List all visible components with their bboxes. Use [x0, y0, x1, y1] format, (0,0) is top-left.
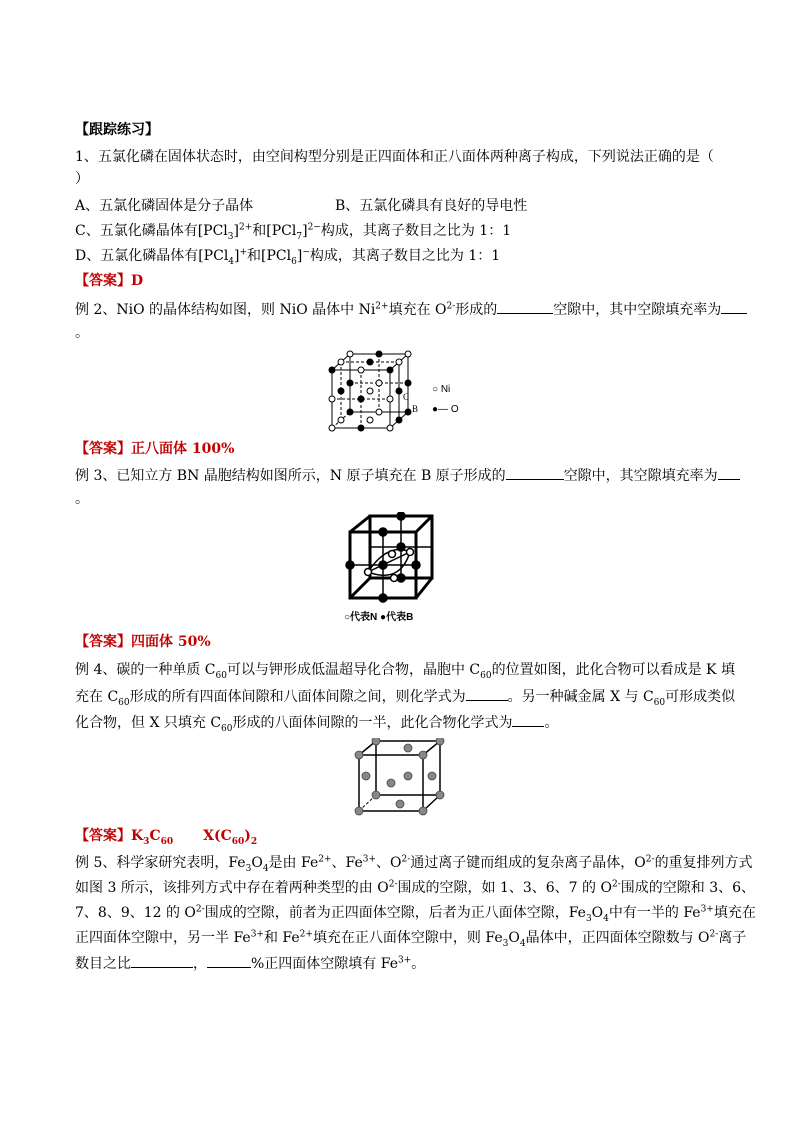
q4-line-1 [75, 660, 735, 680]
section-title: 【跟踪练习】 [75, 122, 159, 138]
q1-option-d: D、五氯化磷晶体有[PCl$_4$]+和[PCl$_6$]−构成，其离子数目之比为 1：1 [75, 247, 501, 267]
q1-option-c-t2: 和[PCl [252, 223, 297, 239]
q4-ans2sub2: 2 [250, 836, 258, 847]
q5-l1e: 、O [376, 855, 402, 871]
q4-ans1sub: 3 [143, 836, 150, 847]
q5-l1p2: 3+ [362, 854, 377, 865]
q4-ans2b: ) [244, 828, 251, 844]
q4-l2b: 形成的所有四面体间隙和八面体间隙之间，则化学式为 [129, 689, 466, 705]
q5-l3a: 7、8、9、12 的 O [75, 905, 196, 921]
q2-t3: 形成的 [455, 302, 498, 318]
nio-legend-ni: ○ Ni [432, 384, 451, 395]
q1-stem-close: ） [75, 171, 89, 187]
q5-l1p1: 2+ [318, 854, 332, 865]
q4-ans1sub2: 60 [160, 836, 174, 847]
q3-period: 。 [75, 491, 89, 507]
q5-l5b: ， [193, 956, 207, 972]
q2-blank-2[interactable] [721, 299, 747, 314]
q1-option-d-sup1: + [239, 247, 248, 258]
q1-option-a-text: A、五氯化磷固体是分子晶体 [75, 198, 254, 214]
q5-l5c: %正四面体空隙填有 Fe [251, 956, 398, 972]
q1-option-d-sub1: 4 [228, 256, 235, 267]
q5-line-5 [75, 953, 425, 974]
q4-l3a: 化合物，但 X 只填充 C [75, 715, 222, 731]
q4-l2sub: 60 [118, 697, 130, 708]
q1-answer [75, 271, 143, 291]
q5-l1s2: 4 [262, 863, 269, 874]
q5-l1c: 是由 Fe [268, 855, 319, 871]
q5-l5p1: 3+ [398, 955, 412, 966]
q1-option-c: C、五氯化磷晶体有$[PCl_3]^{2+}$和$[PCl_7]^{2-}$构成，其离子数目之比为 1：1 [75, 222, 512, 242]
q3-t1: 例 3、已知立方 BN 晶胞结构如图所示，N 原子填充在 B 原子形成的 [75, 468, 506, 484]
q5-l5d: 。 [411, 956, 426, 972]
q2-answer [75, 439, 234, 459]
q3-answer-label: 【答案】 [75, 634, 131, 650]
q5-l4c: 填充在正八面体空隙中，则 Fe [312, 930, 503, 946]
q1-option-c-t1: C、五氯化磷晶体有[PCl [75, 223, 228, 239]
q5-l4e: 晶体中，正四面体空隙数与 O [525, 930, 710, 946]
q5-l3p1: 2- [195, 904, 205, 915]
q5-l3p2: 3+ [700, 904, 714, 915]
q5-l4a: 正四面体空隙中，另一半 Fe [75, 930, 251, 946]
q5-l3c: O [591, 905, 604, 921]
q4-l1b: 可以与钾形成低温超导化合物，晶胞中 C [226, 662, 481, 678]
q3-t2: 空隙中，其空隙填充率为 [563, 468, 718, 484]
q4-l3sub: 60 [221, 723, 233, 734]
q4-l3c: 。 [544, 715, 559, 731]
q5-line-2 [75, 878, 755, 898]
q1-option-c-sup2: 2− [307, 222, 321, 233]
nio-crystal-figure [326, 348, 476, 432]
q1-stem-text: 1、五氯化磷在固体状态时，由空间构型分别是正四面体和正八面体两种离子构成，下列说法正确的是（ [75, 149, 714, 165]
q5-blank-1[interactable] [131, 953, 193, 968]
q5-l4p1: 3+ [250, 929, 264, 940]
q1-stem [75, 147, 714, 167]
q4-ans2sub: 60 [231, 836, 245, 847]
q2-t1: 例 2、NiO 的晶体结构如图，则 NiO 晶体中 Ni [75, 302, 376, 318]
q1-answer-label: 【答案】 [75, 273, 131, 289]
nio-legend-o: ●— O [432, 404, 459, 415]
q5-l3b: 围成的空隙，前者为正四面体空隙，后者为正八面体空隙，Fe [204, 905, 586, 921]
q5-line-3 [75, 903, 756, 923]
q5-l5a: 数目之比 [75, 956, 131, 972]
q1-option-c-sub1: 3 [227, 231, 234, 242]
q3-stem [75, 465, 740, 486]
q1-option-d-t2: 和[PCl [247, 248, 292, 264]
q1-option-c-sub2: 7 [296, 231, 303, 242]
q5-l4p2: 2+ [299, 929, 313, 940]
q4-l2d: 可形成类似 [665, 689, 736, 705]
q2-sup1: 2+ [375, 301, 389, 312]
nio-label-c: C [403, 392, 410, 402]
q5-l3d: 中有一半的 Fe [608, 905, 701, 921]
q5-line-1 [75, 853, 753, 873]
q4-l2a: 充在 C [75, 689, 119, 705]
q4-blank-2[interactable] [512, 712, 544, 727]
q4-ans2: X(C [203, 828, 232, 844]
q5-l2b: 围成的空隙，如 1、3、6、7 的 O [397, 880, 612, 896]
q4-answer-label: 【答案】 [75, 828, 131, 844]
q1-option-d-sub2: 6 [291, 256, 297, 267]
q5-l1g: 的重复排列方式 [654, 855, 753, 871]
q3-blank-1[interactable] [506, 465, 564, 480]
q2-stem [75, 299, 747, 320]
q5-blank-2[interactable] [207, 953, 251, 968]
q3-answer [75, 632, 211, 652]
q5-l4b: 和 Fe [263, 930, 300, 946]
q3-blank-2[interactable] [718, 465, 740, 480]
q1-option-c-t3: 构成，其离子数目之比为 1：1 [320, 223, 512, 239]
q5-l1d: 、Fe [331, 855, 363, 871]
q5-l1a: 例 5、科学家研究表明，Fe [75, 855, 246, 871]
q5-l4d: O [508, 930, 520, 946]
bn-legend: ○代表N ●代表B [344, 612, 414, 623]
q4-ans1: K [131, 828, 144, 844]
q4-line-3 [75, 712, 558, 733]
q5-l1f: 通过离子键而组成的复杂离子晶体，O [410, 855, 646, 871]
q2-t4: 空隙中，其中空隙填充率为 [553, 302, 722, 318]
q4-l1a: 例 4、碳的一种单质 C [75, 662, 216, 678]
q5-l1p4: 2- [645, 854, 655, 865]
q4-l2c: 。另一种碱金属 X 与 C [507, 689, 654, 705]
q2-answer-label: 【答案】 [75, 441, 131, 457]
nio-label-b: B [412, 404, 419, 414]
q5-l3s2: 4 [603, 913, 609, 924]
q2-answer-value: 正八面体 100% [131, 441, 235, 457]
q5-line-4 [75, 928, 746, 948]
q4-ans1b: C [149, 828, 161, 844]
q5-l4s1: 3 [502, 938, 509, 949]
q5-l1p3: 2- [401, 854, 411, 865]
q5-l1b: O [251, 855, 263, 871]
q5-l1s1: 3 [245, 863, 252, 874]
q2-t2: 填充在 O [388, 302, 447, 318]
q2-period: 。 [75, 325, 89, 341]
q5-l4p3: 2- [709, 929, 719, 940]
q4-l3b: 形成的八面体间隙的一半，此化合物化学式为 [232, 715, 513, 731]
c60-crystal-figure [354, 738, 448, 816]
q1-option-d-t1: D、五氯化磷晶体有[PCl [75, 248, 229, 264]
q2-sup2: 2- [446, 301, 456, 312]
q1-option-a [75, 196, 253, 216]
q4-l1sub: 60 [215, 670, 227, 681]
q3-answer-value: 四面体 50% [131, 634, 211, 650]
q5-l4s2: 4 [519, 938, 526, 949]
q1-answer-value: D [131, 273, 144, 289]
q5-l2p1: 2- [388, 879, 398, 890]
q1-option-b: B、五氯化磷具有良好的导电性 [335, 198, 528, 214]
q1-option-c-sup1: 2+ [239, 222, 253, 233]
q5-l2c: 围成的空隙和 3、6、 [620, 880, 756, 896]
q4-blank-1[interactable] [466, 686, 508, 701]
q5-l3e: 填充在 [713, 905, 756, 921]
q4-answer [75, 826, 257, 846]
q5-l4f: 离子 [718, 930, 747, 946]
q2-blank-1[interactable] [497, 299, 553, 314]
q1-option-d-t3: 构成，其离子数目之比为 1：1 [309, 248, 501, 264]
bn-crystal-figure [340, 512, 452, 624]
q5-l3s1: 3 [585, 913, 592, 924]
q1-option-d-sup2: − [302, 247, 310, 258]
q4-l2sub2: 60 [653, 697, 666, 708]
q5-l2a: 如图 3 所示，该排列方式中存在着两种类型的由 O [75, 880, 389, 896]
q4-l1sub2: 60 [480, 670, 492, 681]
q4-l1c: 的位置如图，此化合物可以看成是 K 填 [491, 662, 735, 678]
q5-l2p2: 2- [611, 879, 621, 890]
q4-line-2 [75, 686, 735, 707]
